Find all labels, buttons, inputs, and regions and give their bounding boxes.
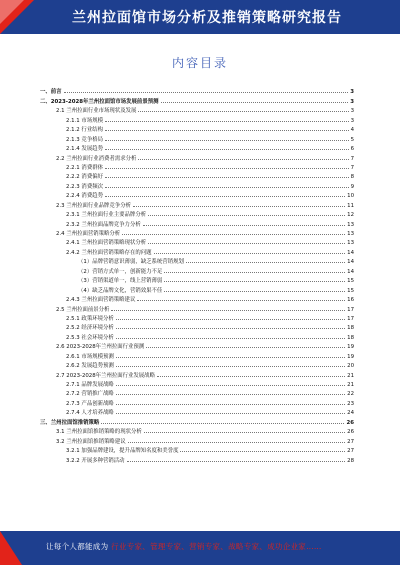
toc-entry-page: 21 — [347, 372, 354, 379]
toc-leader-dots — [133, 206, 345, 207]
toc-entry-page: 27 — [347, 448, 354, 455]
toc-entry-title: 2.5 兰州拉面前景分析 — [56, 306, 110, 313]
toc-leader-dots — [105, 121, 349, 122]
toc-entry-title: （3）营销渠道单一，线上营销薄弱 — [78, 278, 163, 285]
toc-entry-page: 3 — [350, 98, 354, 105]
toc-entry-page: 17 — [347, 306, 354, 313]
toc-entry-title: 2.1.4 发展趋势 — [66, 146, 103, 153]
toc-entry-page: 18 — [347, 325, 354, 332]
toc-entry[interactable] — [40, 133, 354, 142]
toc-leader-dots — [116, 357, 345, 358]
toc-entry-page: 7 — [350, 164, 354, 171]
toc-entry[interactable] — [40, 426, 354, 435]
toc-entry-title: 2.1 兰州拉面行业市场现状及发展 — [56, 108, 137, 115]
toc-entry-title: 2.7.2 营销推广战略 — [66, 391, 114, 398]
toc-entry[interactable] — [40, 152, 354, 161]
toc-leader-dots — [157, 376, 345, 377]
toc-entry[interactable] — [40, 162, 354, 171]
toc-entry-title: 2.1.2 行业结构 — [66, 127, 103, 134]
toc-leader-dots — [128, 442, 346, 443]
toc-entry-title: 2.5.1 政策环境分析 — [66, 315, 114, 322]
toc-leader-dots — [105, 140, 349, 141]
toc-leader-dots — [116, 328, 345, 329]
toc-entry-title: 2.2.3 消费频次 — [66, 183, 103, 190]
toc-entry-page: 7 — [350, 155, 354, 162]
footer-slogan-prefix: 让每个人都能成为 — [46, 542, 109, 551]
toc-entry-title: 3.2.2 开展多种营销活动 — [66, 457, 125, 464]
toc-leader-dots — [122, 234, 345, 235]
toc-entry[interactable] — [40, 388, 354, 397]
toc-entry-title: （4）缺乏品牌文化，营销效果不佳 — [78, 287, 163, 294]
toc-entry[interactable] — [40, 86, 354, 95]
toc-leader-dots — [148, 243, 345, 244]
toc-entry-page: 10 — [347, 193, 354, 200]
toc-entry-page: 3 — [350, 117, 354, 124]
toc-leader-dots — [105, 130, 349, 131]
toc-leader-dots — [116, 413, 345, 414]
toc-entry-page: 16 — [347, 297, 354, 304]
toc-entry-page: 11 — [347, 202, 354, 209]
toc-entry[interactable] — [40, 105, 354, 114]
toc-entry[interactable] — [40, 313, 354, 322]
toc-leader-dots — [164, 272, 345, 273]
toc-entry-page: 13 — [347, 231, 354, 237]
toc-entry-page: 12 — [347, 212, 354, 219]
toc-entry-page: 9 — [350, 183, 354, 190]
toc-entry[interactable] — [40, 171, 354, 180]
report-title: 兰州拉面馆市场分析及推销策略研究报告 — [72, 10, 342, 26]
toc-entry[interactable] — [40, 341, 354, 350]
toc-entry-title: 2.5.2 经济环境分析 — [66, 325, 114, 332]
footer-red-corner — [0, 531, 22, 565]
toc-entry[interactable] — [40, 303, 354, 312]
toc-entry-title: 2.7.4 人才培养战略 — [66, 410, 114, 417]
toc-entry[interactable] — [40, 435, 354, 444]
toc-entry[interactable] — [40, 379, 354, 388]
toc-entry-page: 15 — [347, 278, 354, 285]
toc-entry-title: 2.7 2023-2028年兰州拉面行业发展战略 — [56, 372, 155, 379]
header-corner-accent — [0, 0, 24, 24]
toc-entry-title: 2.3.1 兰州拉面行业主要品牌分析 — [66, 212, 147, 219]
toc-entry-page: 21 — [347, 382, 354, 388]
toc-entry-title: 一、前言 — [40, 89, 62, 96]
toc-entry-title: 2.7.1 品牌发展战略 — [66, 382, 114, 388]
toc-leader-dots — [111, 310, 345, 311]
toc-entry[interactable] — [40, 209, 354, 218]
page-footer — [0, 531, 400, 565]
toc-entry-page: 19 — [347, 353, 354, 360]
toc-leader-dots — [116, 394, 345, 395]
toc-entry-page: 26 — [346, 419, 354, 426]
toc-entry-title: 2.6.1 市场规模预测 — [66, 353, 114, 360]
toc-entry-page: 14 — [347, 268, 354, 275]
toc-leader-dots — [144, 432, 345, 433]
toc-leader-dots — [105, 196, 345, 197]
toc-entry-title: 2.6.2 发展趋势预测 — [66, 363, 114, 370]
toc-entry-page: 15 — [347, 287, 354, 294]
toc-entry[interactable] — [40, 397, 354, 406]
toc-leader-dots — [101, 423, 344, 424]
toc-leader-dots — [186, 262, 345, 263]
toc-leader-dots — [164, 291, 345, 292]
toc-entry-page: 27 — [347, 438, 354, 445]
toc-leader-dots — [148, 215, 345, 216]
toc-entry-title: 2.2.1 消费群体 — [66, 164, 103, 171]
toc-entry[interactable] — [40, 218, 354, 227]
toc-leader-dots — [127, 461, 346, 462]
toc-entry-title: 2.1.1 市场规模 — [66, 117, 103, 124]
toc-entry[interactable] — [40, 294, 354, 303]
toc-leader-dots — [116, 366, 345, 367]
toc-leader-dots — [105, 168, 349, 169]
toc-entry[interactable] — [40, 95, 354, 104]
footer-slogan-highlight: 行业专家、管理专家、营销专家、战略专家、成功企业家…… — [111, 542, 322, 551]
toc-entry[interactable] — [40, 180, 354, 189]
toc-leader-dots — [137, 300, 345, 301]
toc-entry-page: 8 — [350, 174, 354, 181]
toc-leader-dots — [161, 102, 349, 103]
toc-entry-title: 2.3 兰州拉面行业品牌竞争分析 — [56, 202, 131, 209]
toc-entry[interactable] — [40, 322, 354, 331]
toc-leader-dots — [143, 225, 345, 226]
toc-entry-title: 2.3.2 兰州拉面品牌竞争力分析 — [66, 221, 141, 228]
toc-leader-dots — [105, 149, 349, 150]
toc-entry-page: 24 — [347, 410, 354, 417]
toc-entry-title: 3.2.1 加强品牌建设，提升品牌知名度和美誉度 — [66, 448, 179, 455]
toc-entry[interactable] — [40, 199, 354, 208]
toc-entry[interactable] — [40, 284, 354, 293]
toc-entry-title: （2）营销方式单一，创新能力不足 — [78, 268, 163, 275]
toc-entry-title: 2.1.3 竞争格局 — [66, 136, 103, 143]
footer-slogan — [46, 541, 322, 552]
toc-entry[interactable] — [40, 275, 354, 284]
toc-entry-title: 2.4.2 兰州拉面营销策略存在的问题 — [66, 249, 152, 256]
toc-entry-page: 17 — [347, 315, 354, 322]
toc-entry[interactable] — [40, 237, 354, 246]
toc-entry[interactable] — [40, 407, 354, 416]
toc-leader-dots — [116, 404, 345, 405]
toc-entry-title: 3.1 兰州拉面馆推销策略的现状分析 — [56, 429, 142, 436]
toc-entry[interactable] — [40, 331, 354, 340]
toc-entry[interactable] — [40, 190, 354, 199]
toc-entry-title: 三、兰州拉面馆推销策略 — [40, 419, 100, 426]
toc-entry[interactable] — [40, 265, 354, 274]
toc-leader-dots — [138, 111, 348, 112]
toc-entry-page: 3 — [350, 108, 354, 115]
toc-entry-title: 二、2023-2028年兰州拉面馆市场发展前景预测 — [40, 98, 159, 105]
toc-entry[interactable] — [40, 143, 354, 152]
toc-entry[interactable] — [40, 360, 354, 369]
toc-entry-title: 2.2.4 消费趋势 — [66, 193, 103, 200]
toc-entry[interactable] — [40, 228, 354, 237]
toc-entry-title: 2.2 兰州拉面行业消费者需求分析 — [56, 155, 137, 162]
toc-entry-title: 2.4 兰州拉面营销策略分析 — [56, 231, 121, 237]
toc-entry-page: 28 — [347, 457, 354, 464]
toc-entry-title: 2.7.3 产品创新战略 — [66, 400, 114, 407]
toc-leader-dots — [116, 338, 345, 339]
toc-entry-page: 26 — [347, 429, 354, 436]
toc-leader-dots — [138, 159, 348, 160]
toc-heading: 内容目录 — [171, 56, 228, 70]
toc-entry-page: 13 — [347, 240, 354, 247]
toc-entry-title: 2.6 2023-2028年兰州拉面行业预测 — [56, 344, 145, 351]
toc-entry-title: （1）品牌营销意识薄弱，缺乏系统营销规划 — [78, 259, 184, 266]
toc-entry[interactable] — [40, 369, 354, 378]
toc-leader-dots — [180, 451, 345, 452]
page-header — [0, 0, 400, 34]
toc-entry-title: 2.5.3 社会环境分析 — [66, 334, 114, 341]
toc-leader-dots — [105, 177, 349, 178]
toc-entry-title: 3.2 兰州拉面馆推销策略建议 — [56, 438, 126, 445]
toc-entry-page: 19 — [347, 344, 354, 351]
toc-leader-dots — [146, 347, 345, 348]
toc-entry[interactable] — [40, 445, 354, 454]
toc-entry[interactable] — [40, 114, 354, 123]
toc-entry[interactable] — [40, 416, 354, 425]
toc-entry[interactable] — [40, 454, 354, 463]
table-of-contents — [40, 86, 354, 464]
toc-leader-dots — [64, 92, 349, 93]
toc-entry-page: 6 — [350, 146, 354, 153]
toc-entry[interactable] — [40, 350, 354, 359]
toc-entry-title: 2.2.2 消费偏好 — [66, 174, 103, 181]
toc-leader-dots — [105, 187, 349, 188]
toc-entry[interactable] — [40, 124, 354, 133]
toc-entry[interactable] — [40, 256, 354, 265]
toc-entry-page: 22 — [347, 391, 354, 398]
toc-entry-title: 2.4.1 兰州拉面营销策略现状分析 — [66, 240, 147, 247]
toc-leader-dots — [164, 281, 345, 282]
toc-entry-page: 14 — [347, 259, 354, 266]
toc-entry-page: 3 — [350, 89, 354, 96]
toc-leader-dots — [116, 319, 345, 320]
toc-entry-page: 23 — [347, 400, 354, 407]
toc-entry-page: 5 — [350, 136, 354, 143]
toc-entry-title: 2.4.3 兰州拉面营销策略建议 — [66, 297, 136, 304]
toc-entry-page: 13 — [347, 221, 354, 228]
toc-leader-dots — [116, 385, 345, 386]
toc-entry-page: 20 — [347, 363, 354, 370]
toc-leader-dots — [154, 253, 346, 254]
toc-entry-page: 4 — [350, 127, 354, 134]
toc-entry[interactable] — [40, 246, 354, 255]
toc-entry-page: 14 — [347, 249, 354, 256]
toc-entry-page: 18 — [347, 334, 354, 341]
